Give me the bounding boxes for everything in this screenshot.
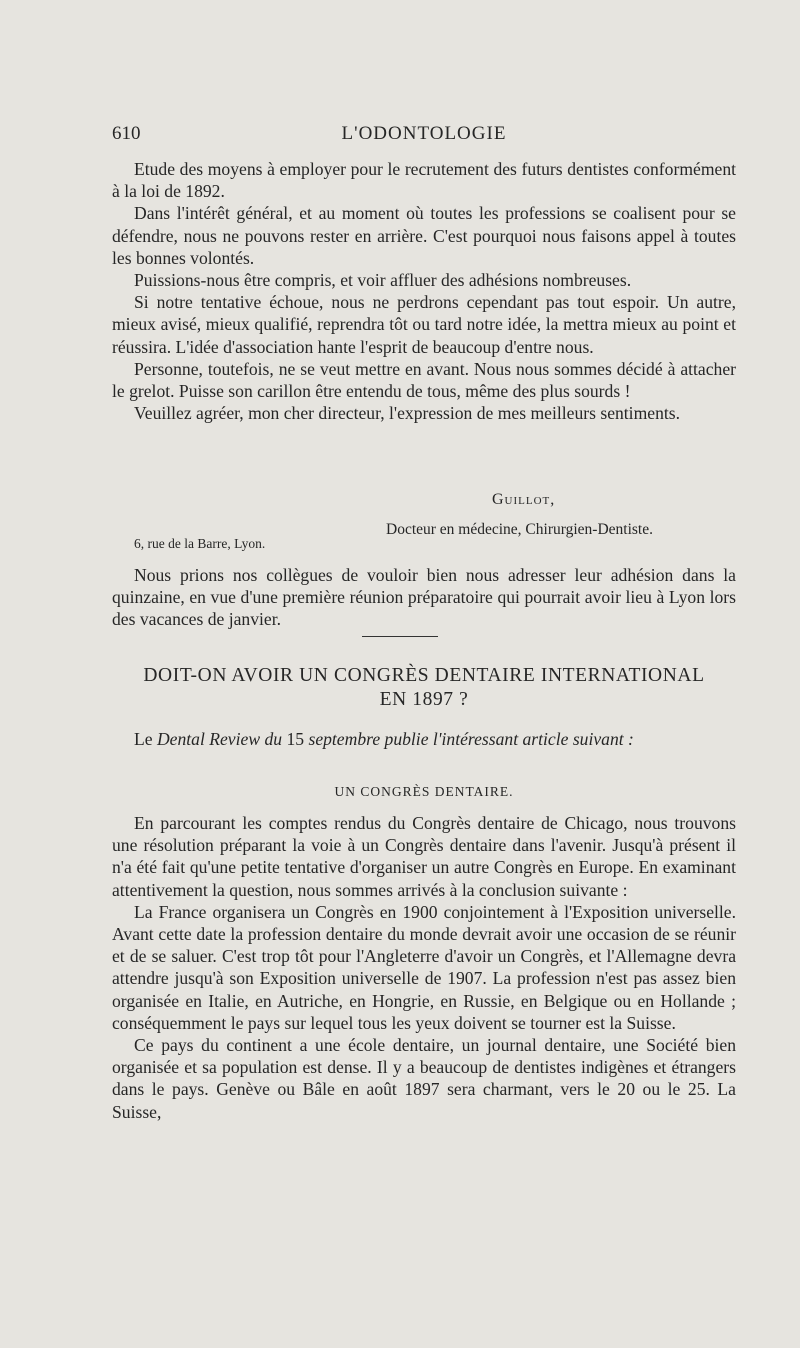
note-paragraph: Nous prions nos collègues de vouloir bien nous adresser leur adhésion dans la quinzaine, en vue d'une première réunion préparatoire qui pourrait avoir lieu à Lyon lors des vacances de janvier. — [112, 565, 736, 630]
intro-du: du — [264, 729, 283, 749]
article-paragraph: Ce pays du continent a une école dentaire, un journal dentaire, une Société bien organisée et sa population est dense. Il y a beaucoup de dentistes indigènes et étrangers dans le pays. Genève ou Bâle en août 1897 sera charmant, vers le 20 ou le 25. La Suisse, — [112, 1035, 736, 1122]
letter-paragraph: Etude des moyens à employer pour le recrutement des futurs dentistes conformément à la loi de 1892. — [112, 159, 736, 202]
article-paragraph: La France organisera un Congrès en 1900 conjointement à l'Exposition universelle. Avant cette date la profession dentaire du monde devrait avoir une occasion de se réunir et de se saluer. C'est trop tôt pour l'Angleterre d'avoir un Congrès, et l'Allemagne devra attendre jusqu'à son Exposition universelle de 1907. La profession n'est pas assez bien organisée en Italie, en Autriche, en Hongrie, en Russie, en Belgique ou en Hollande ; conséquemment le pays sur lequel tous les yeux doivent se tourner est la Suisse. — [112, 901, 736, 1033]
article-subheading: UN CONGRÈS DENTAIRE. — [334, 784, 514, 799]
letter-paragraph: Si notre tentative échoue, nous ne perdrons cependant pas tout espoir. Un autre, mieux avisé, mieux qualifié, reprendra tôt ou tard notre idée, la mettra mieux au point et réussira. L'idée d'association hante l'esprit de beaucoup d'entre nous. — [112, 292, 736, 357]
letter-paragraph: Puissions-nous être compris, et voir affluer des adhésions nombreuses. — [134, 270, 632, 291]
letter-paragraph: Dans l'intérêt général, et au moment où toutes les professions se coalisent pour se défendre, nous ne pouvons rester en arrière. C'est pourquoi nous faisons appel à toutes les bonnes volontés. — [112, 203, 736, 268]
note-block — [112, 564, 736, 631]
section-title — [112, 664, 736, 712]
signature-address: 6, rue de la Barre, Lyon. — [134, 536, 266, 551]
intro-paragraph — [112, 728, 736, 750]
page-header — [112, 123, 736, 147]
intro-le: Le — [134, 729, 153, 749]
signature-name: Guillot, — [492, 491, 556, 508]
letter-paragraph: Veuillez agréer, mon cher directeur, l'expression de mes meilleurs sentiments. — [134, 403, 680, 424]
intro-rest: septembre publie l'intéressant article suivant : — [308, 729, 634, 749]
section-title-line: DOIT-ON AVOIR UN CONGRÈS DENTAIRE INTERNATIONAL — [143, 665, 705, 686]
letter-paragraph: Personne, toutefois, ne se veut mettre en avant. Nous nous sommes décidé à attacher le grelot. Puisse son carillon être entendu de tous, même des plus sourds ! — [112, 358, 736, 402]
section-title-line: EN 1897 ? — [379, 689, 469, 710]
article-paragraph: En parcourant les comptes rendus du Congrès dentaire de Chicago, nous trouvons une résolution préparant la voie à un Congrès dentaire dans l'avenir. Jusqu'à présent il n'a été fait qu'une petite tentative d'organiser un autre Congrès en Europe. En examinant attentivement la question, nous sommes arrivés à la conclusion suivante : — [112, 813, 736, 900]
article-body — [112, 812, 736, 1123]
journal-name: Dental Review — [156, 729, 261, 749]
section-divider — [362, 636, 438, 637]
signature-title: Docteur en médecine, Chirurgien-Dentiste. — [386, 521, 653, 538]
page-number: 610 — [112, 123, 141, 144]
running-title: L'ODONTOLOGIE — [341, 123, 507, 144]
letter-body — [112, 158, 736, 424]
section-intro — [112, 728, 736, 750]
intro-date: 15 — [286, 729, 305, 749]
